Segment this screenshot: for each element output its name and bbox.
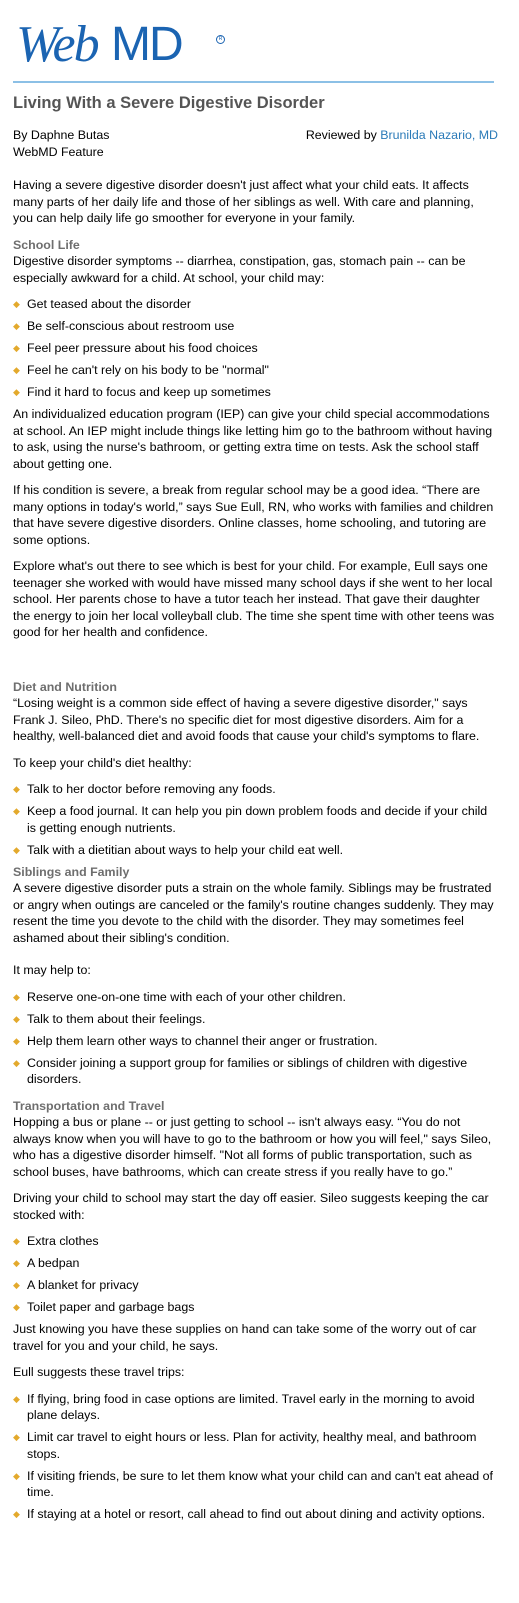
webmd-logo[interactable] [16,15,223,75]
school-paragraph: Digestive disorder symptoms -- diarrhea, constipation, gas, stomach pain -- can be especially awkward for a child. At school, your child may: [13,254,466,285]
list-item: ◆ A bedpan [13,1256,80,1270]
diamond-bullet-icon: ◆ [13,844,20,855]
list-item: ◆ Limit car travel to eight hours or less. Plan for activity, healthy meal, and bathroom stops. [13,1430,477,1461]
diamond-bullet-icon: ◆ [13,1302,20,1312]
section-heading-school: School Life [13,237,80,252]
list-item: ◆ Talk to them about their feelings. [13,1011,206,1026]
siblings-lead: It may help to: [13,963,91,977]
diamond-bullet-icon: ◆ [13,1258,20,1268]
school-list [13,296,496,401]
byline [13,127,498,160]
diamond-bullet-icon: ◆ [13,1432,20,1442]
logo-web-text: Web [16,16,98,73]
list-item: ◆ Get teased about the disorder [13,297,191,311]
list-item: ◆ Reserve one-on-one time with each of your other children. [13,989,346,1004]
list-item: ◆ Consider joining a support group for families or siblings of children with digestive disorders. [13,1055,468,1086]
list-item: ◆ If flying, bring food in case options are limited. Travel early in the morning to avoid plane delays. [13,1391,475,1422]
diamond-bullet-icon: ◆ [13,365,20,375]
diamond-bullet-icon: ◆ [13,1393,20,1404]
section-heading-diet: Diet and Nutrition [13,679,117,694]
logo-md-text: MD [111,18,182,71]
diamond-bullet-icon: ◆ [13,806,20,816]
diet-paragraph: “Losing weight is a common side effect of having a severe digestive disorder," says Frank J. Sileo, PhD. There's no specific diet for most digestive disorders. Aim for a healthy, well-balanced diet and avoid foods that cause your child's symptoms to flare. [13,696,480,743]
list-item: ◆ Find it hard to focus and keep up sometimes [13,385,271,399]
author: By Daphne Butas [13,128,110,142]
siblings-paragraph: A severe digestive disorder puts a strain on the whole family. Siblings may be frustrated or angry when outings are canceled or the family's routine changes suddenly. They may resent the time you devote to the child with the disorder. They may sometimes feel ashamed about their sibling's condition. [13,881,494,945]
feature-label: WebMD Feature [13,144,104,159]
section-spacer [13,651,496,679]
diamond-bullet-icon: ◆ [13,1470,20,1481]
diamond-bullet-icon: ◆ [13,991,20,1002]
trips-lead: Eull suggests these travel trips: [13,1365,185,1379]
section-heading-travel: Transportation and Travel [13,1098,165,1113]
list-item: ◆ A blanket for privacy [13,1278,139,1292]
registered-mark: R [216,35,225,44]
diamond-bullet-icon: ◆ [13,343,20,353]
intro-paragraph: Having a severe digestive disorder doesn't just affect what your child eats. It affects many parts of her daily life and those of her siblings as well. With care and planning, you can help daily life go smoother for everyone in your family. [13,178,474,225]
car-supplies-list [13,1233,496,1316]
article-body [13,177,496,1528]
diamond-bullet-icon: ◆ [13,1035,20,1046]
iep-paragraph: An individualized education program (IEP) can give your child special accommodations at school. An IEP might include things like letting him go to the bathroom without having to ask, using the nurse's bathroom, or getting extra time on tests. Ask the school staff about getting one. [13,407,493,471]
travel-paragraph: Hopping a bus or plane -- or just getting to school -- isn't always easy. “You do not always know when you will have to go to the bathroom or how you will feel," says Sileo, who has a digestive disorder himself. "Not all forms of public transportation, such as school buses, have bathrooms, which can create stress if you really have to go.” [13,1115,492,1179]
diamond-bullet-icon: ◆ [13,1013,20,1024]
diamond-bullet-icon: ◆ [13,387,20,397]
section-heading-siblings: Siblings and Family [13,864,130,879]
list-item: ◆ Feel peer pressure about his food choices [13,341,258,355]
diamond-bullet-icon: ◆ [13,1509,20,1519]
header-rule [13,81,494,83]
options-paragraph: If his condition is severe, a break from regular school may be a good idea. “There are many options in today's world,” says Sue Eull, RN, who works with families and children that have severe digestive disorders. Online classes, home schooling, and tutoring are some options. [13,483,494,547]
diamond-bullet-icon: ◆ [13,299,20,309]
diamond-bullet-icon: ◆ [13,321,20,331]
supplies-paragraph: Just knowing you have these supplies on hand can take some of the worry out of car travel for you and your child, he says. [13,1322,477,1353]
explore-paragraph: Explore what's out there to see which is best for your child. For example, Eull says one teenager she worked with would have missed many school days if she went to her local school. Her parents chose to have a tutor teach her instead. That gave their daughter the energy to join her local volleyball club. The time she spent time with other teens was good for her health and confidence. [13,559,495,639]
article-title: Living With a Severe Digestive Disorder [13,94,325,112]
travel-tips-list [13,1391,496,1523]
list-item: ◆ Talk with a dietitian about ways to help your child eat well. [13,842,344,857]
siblings-list [13,989,496,1088]
list-item: ◆ Toilet paper and garbage bags [13,1300,195,1314]
list-item: ◆ Be self-conscious about restroom use [13,319,235,333]
list-item: ◆ Help them learn other ways to channel their anger or frustration. [13,1033,378,1048]
diet-lead: To keep your child's diet healthy: [13,755,192,770]
reviewed-by [306,127,498,144]
list-item: ◆ Keep a food journal. It can help you pin down problem foods and decide if your child is getting enough nutrients. [13,804,488,835]
driving-paragraph: Driving your child to school may start the day off easier. Sileo suggests keeping the car stocked with: [13,1191,489,1222]
list-item: ◆ Talk to her doctor before removing any foods. [13,782,276,796]
diamond-bullet-icon: ◆ [13,1280,20,1290]
diamond-bullet-icon: ◆ [13,1236,20,1246]
list-item: ◆ Feel he can't rely on his body to be "normal" [13,363,269,377]
diamond-bullet-icon: ◆ [13,1057,20,1068]
list-item: ◆ If visiting friends, be sure to let them know what your child can and can't eat ahead of time. [13,1468,493,1499]
reviewer-link[interactable]: Brunilda Nazario, MD [380,128,498,142]
diamond-bullet-icon: ◆ [13,784,20,794]
list-item: ◆ Extra clothes [13,1234,99,1248]
diet-list [13,781,496,858]
list-item: ◆ If staying at a hotel or resort, call ahead to find out about dining and activity options. [13,1507,486,1521]
reviewed-prefix: Reviewed by [305,128,381,142]
